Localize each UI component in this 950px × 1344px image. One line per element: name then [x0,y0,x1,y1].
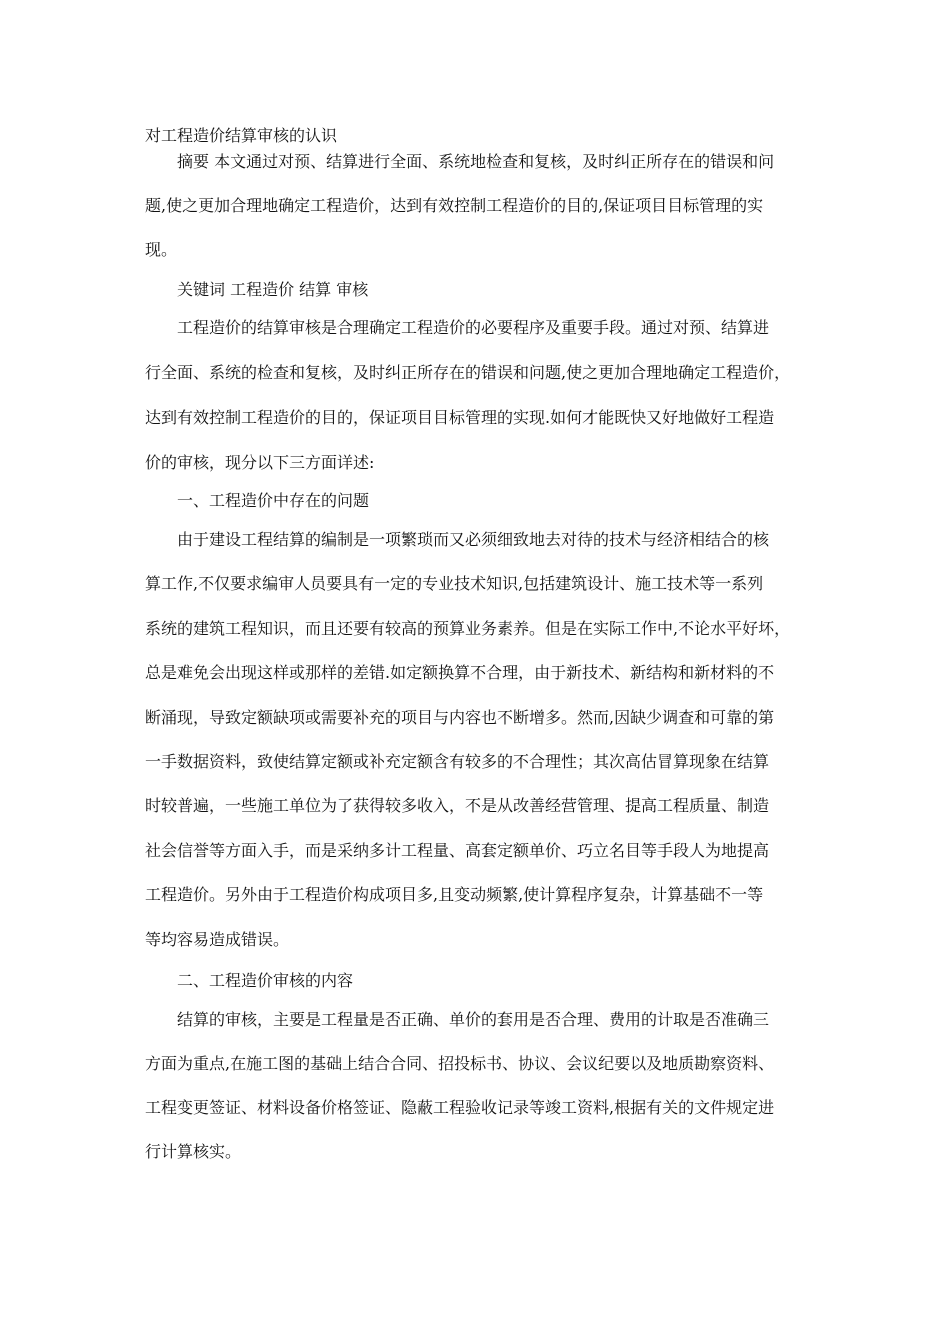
section-1-line: 断涌现，导致定额缺项或需要补充的项目与内容也不断增多。然而,因缺少调查和可靠的第 [145,707,775,727]
section-1-line: 算工作,不仅要求编审人员要具有一定的专业技术知识,包括建筑设计、施工技术等一系列 [145,574,764,594]
abstract-line: 摘要 本文通过对预、结算进行全面、系统地检查和复核，及时纠正所存在的错误和问 [177,152,775,171]
section-2-paragraph [145,1009,815,1163]
section-1-line: 由于建设工程结算的编制是一项繁琐而又必须细致地去对待的技术与经济相结合的核 [177,530,770,549]
keywords-line: 关键词 工程造价 结算 审核 [177,280,369,299]
section-1-line: 系统的建筑工程知识，而且还要有较高的预算业务素养。但是在实际工作中,不论水平好坏， [145,618,791,638]
section-heading-1: 一、工程造价中存在的问题 [177,491,370,510]
section-2-line: 工程变更签证、材料设备价格签证、隐蔽工程验收记录等竣工资料,根据有关的文件规定进 [145,1098,775,1117]
section-heading-2: 二、工程造价审核的内容 [177,971,354,990]
intro-paragraph [145,317,815,474]
section-1-line: 等均容易造成错误。 [145,929,290,949]
intro-line: 达到有效控制工程造价的目的，保证项目目标管理的实现.如何才能既快又好地做好工程造 [145,408,775,427]
intro-line: 工程造价的结算审核是合理确定工程造价的必要程序及重要手段。通过对预、结算进 [177,318,770,337]
section-2-line: 行计算核实。 [145,1142,242,1161]
section-2-line: 结算的审核，主要是工程量是否正确、单价的套用是否合理、费用的计取是否准确三 [177,1010,770,1029]
section-1-paragraph [145,529,815,951]
section-2-line: 方面为重点,在施工图的基础上结合合同、招投标书、协议、会议纪要以及地质勘察资料、 [145,1054,775,1073]
abstract-line: 题,使之更加合理地确定工程造价，达到有效控制工程造价的目的,保证项目目标管理的实 [145,196,764,215]
section-1-line: 社会信誉等方面入手，而是采纳多计工程量、高套定额单价、巧立名目等手段人为地提高 [145,840,770,860]
section-1-line: 总是难免会出现这样或那样的差错.如定额换算不合理，由于新技术、新结构和新材料的不 [145,663,775,683]
intro-line: 行全面、系统的检查和复核，及时纠正所存在的错误和问题,使之更加合理地确定工程造价， [145,363,791,382]
section-1-line: 时较普遍，一些施工单位为了获得较多收入，不是从改善经营管理、提高工程质量、制造 [145,796,770,816]
abstract-paragraph [145,151,815,261]
section-1-line: 工程造价。另外由于工程造价构成项目多,且变动频繁,使计算程序复杂，计算基础不一等 [145,885,764,905]
document-title: 对工程造价结算审核的认识 [145,126,338,145]
intro-line: 价的审核，现分以下三方面详述: [145,453,375,472]
abstract-line: 现。 [145,240,178,259]
section-1-line: 一手数据资料，致使结算定额或补充定额含有较多的不合理性；其次高估冒算现象在结算 [145,751,770,771]
